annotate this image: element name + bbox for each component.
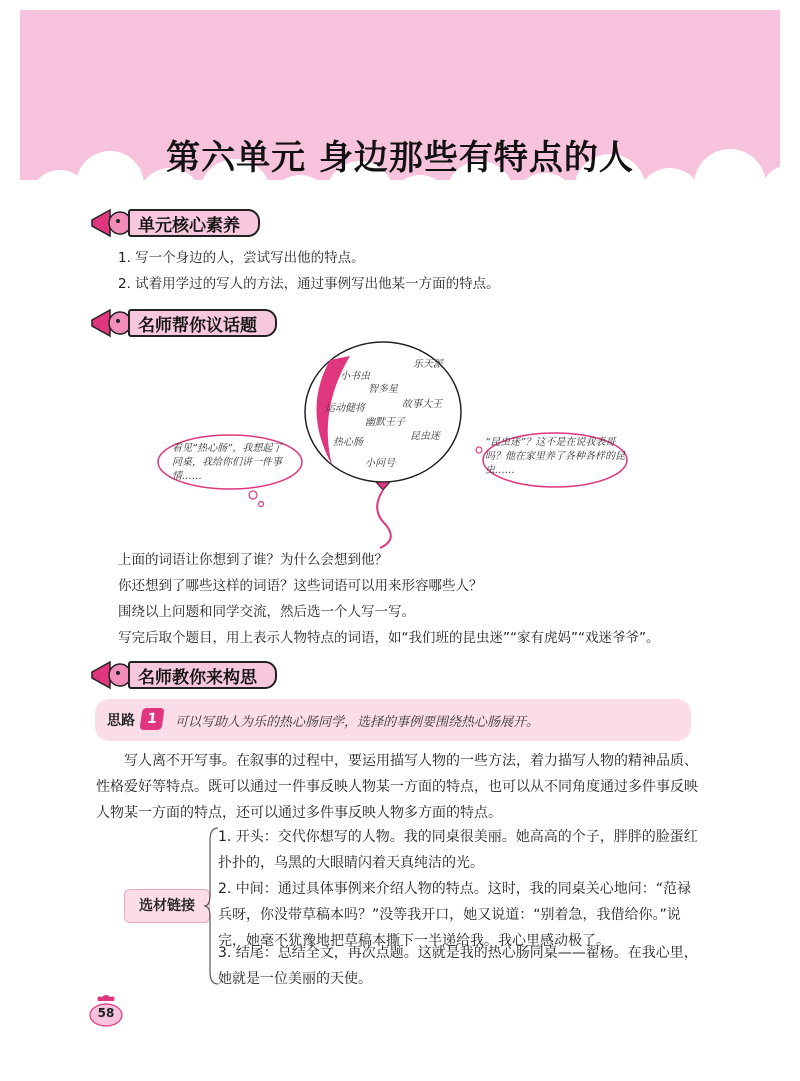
- section-core-heading: 单元核心素养: [128, 209, 260, 237]
- core-item-1: 1. 写一个身边的人，尝试写出他的特点。: [118, 250, 365, 266]
- balloon-illustration: [300, 340, 470, 550]
- question-3: 围绕以上问题和同学交流，然后选一个人写一写。: [118, 604, 415, 620]
- section-core-header: [88, 206, 260, 240]
- question-4: 写完后取个题目，用上表示人物特点的词语，如“我们班的昆虫迷”“家有虎妈”“戏迷爷爷”。: [118, 630, 660, 646]
- section-plan-heading: 名师教你来构思: [128, 661, 277, 689]
- core-item-2: 2. 试着用学过的写人的方法，通过事例写出他某一方面的特点。: [118, 276, 500, 292]
- balloon-word: 小问号: [365, 458, 395, 469]
- page-title: 第六单元 身边那些有特点的人: [166, 138, 634, 178]
- question-1: 上面的词语让你想到了谁？为什么会想到他？: [118, 552, 388, 568]
- idea-box: [95, 699, 691, 741]
- page-number: 58: [97, 1006, 115, 1020]
- section-plan-header: [88, 658, 277, 692]
- cloud-banner: [0, 0, 800, 240]
- material-item-3: 3. 结尾：总结全文，再次点题。这就是我的热心肠同桌——翟杨。在我心里，她就是一位美丽的天使。: [218, 945, 698, 987]
- balloon-word: 智多星: [368, 384, 398, 395]
- section-discuss-heading: 名师帮你议话题: [128, 309, 277, 337]
- idea-text: 可以写助人为乐的热心肠同学，选择的事例要围绕热心肠展开。: [175, 715, 540, 730]
- balloon-word: 热心肠: [333, 437, 363, 448]
- section-discuss-header: [88, 306, 277, 340]
- material-item-2: 2. 中间：通过具体事例来介绍人物的特点。这时，我的同桌关心地问：“范禄兵呀，你没带草稿本吗？”没等我开口，她又说道：“别着急，我借给你。”说完，她毫不犹豫地把草稿本撕下一半递给我。我心里感动极了。: [218, 881, 692, 949]
- material-label: 选材链接: [124, 889, 210, 923]
- idea-number: 1: [139, 708, 164, 730]
- plan-paragraph: 写人离不开写事。在叙事的过程中，要运用描写人物的一些方法，着力描写人物的精神品质、性格爱好等特点。既可以通过一件事反映人物某一方面的特点，也可以从不同角度通过多件事反映人物某一方面的特点，还可以通过多件事反映人物多方面的特点。: [96, 753, 698, 821]
- balloon-word: 小书虫: [340, 371, 370, 382]
- question-2: 你还想到了哪些这样的词语？这些词语可以用来形容哪些人？: [118, 578, 483, 594]
- balloon-word: 幽默王子: [365, 417, 405, 428]
- balloon-word: 运动健将: [325, 403, 365, 414]
- right-bubble-text: “昆虫迷”？这不是在说我表哥吗？他在家里养了各种各样的昆虫……: [485, 437, 625, 476]
- balloon-word: 昆虫迷: [410, 431, 440, 442]
- balloon-word: 故事大王: [402, 399, 442, 410]
- material-item-1: 1. 开头：交代你想写的人物。我的同桌很美丽。她高高的个子，胖胖的脸蛋红扑扑的，乌黑的大眼睛闪着天真纯洁的光。: [218, 829, 698, 871]
- left-bubble-text: 看见“热心肠”，我想起了同桌，我给你们讲一件事情……: [172, 443, 283, 482]
- idea-label: 思路: [107, 713, 135, 729]
- balloon-word: 乐天派: [413, 359, 443, 370]
